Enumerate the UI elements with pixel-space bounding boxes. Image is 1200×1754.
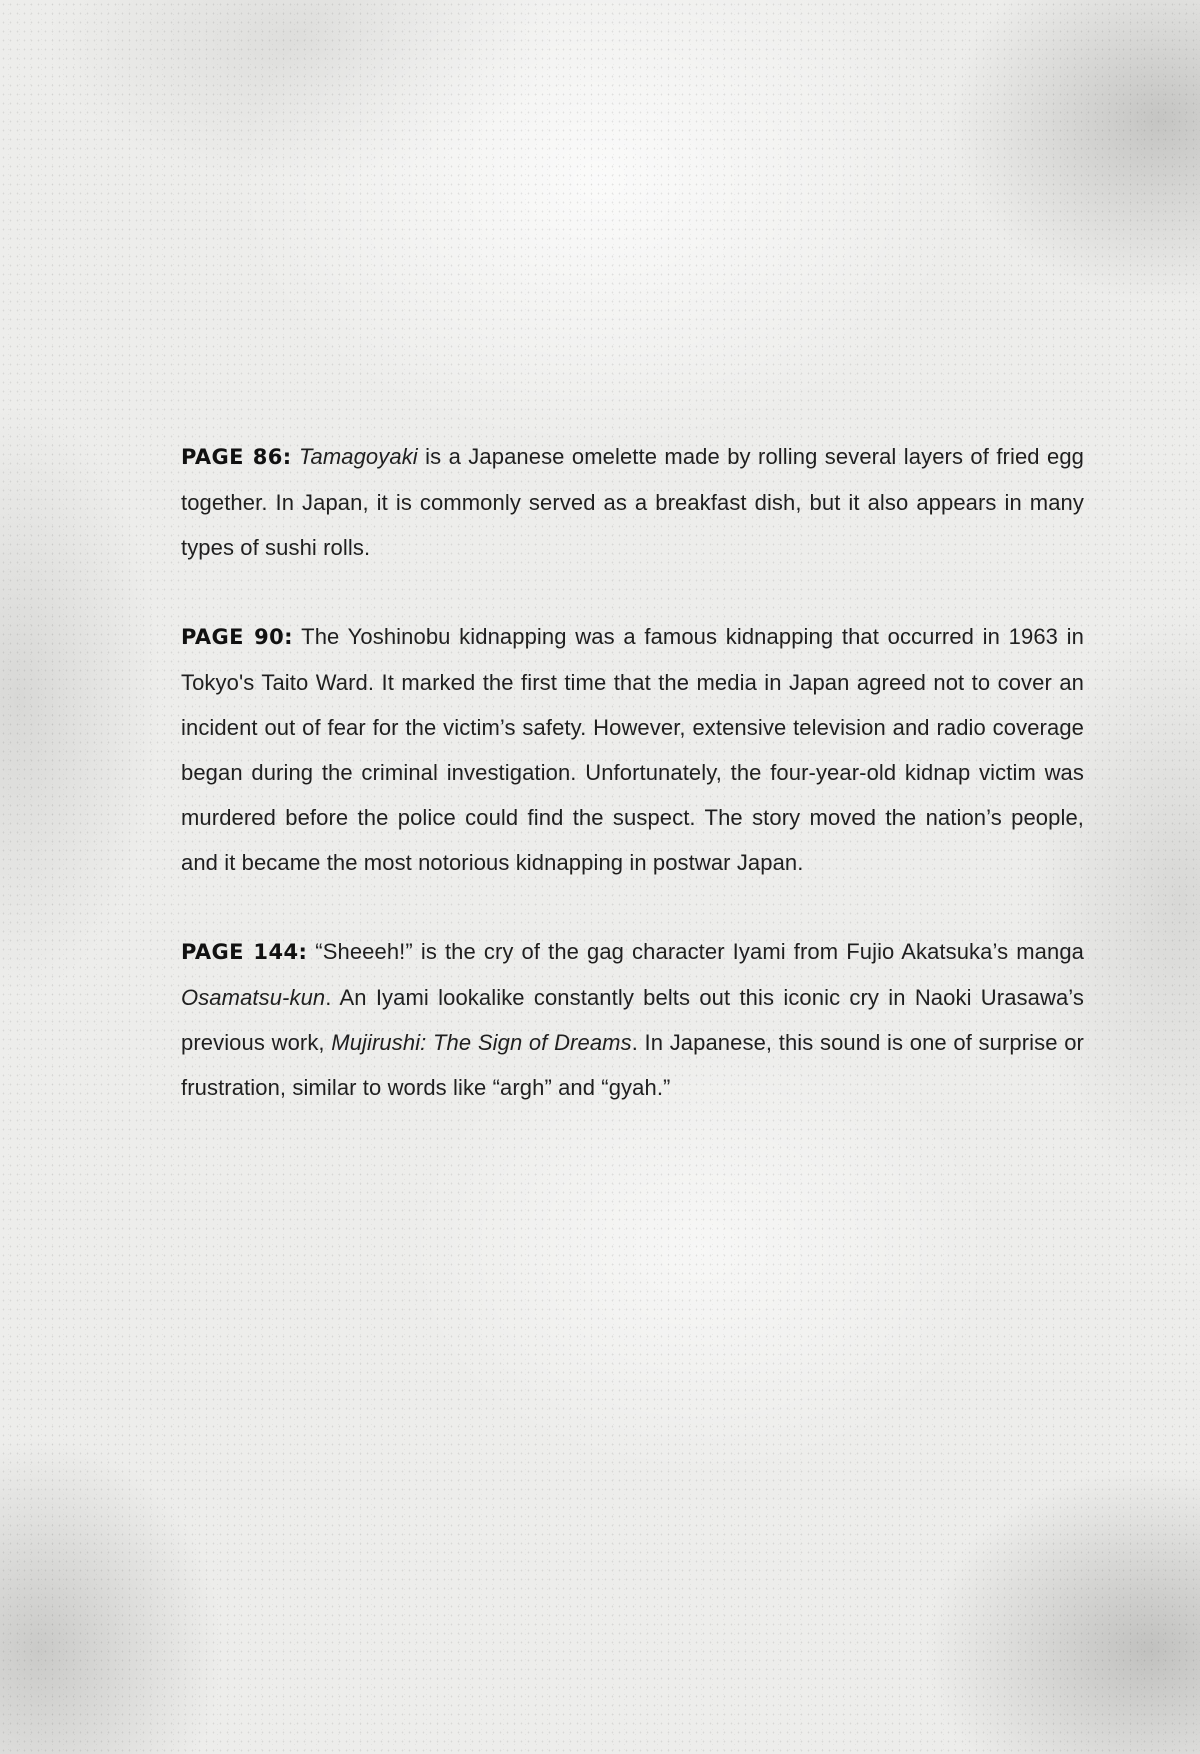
note-text: . In Japanese, this sound is one of surprise or frustration, similar to words like “argh” and “gyah.”: [181, 1030, 1084, 1100]
note-text: “Sheeeh!” is the cry of the gag character Iyami from Fujio Akatsuka’s manga: [315, 939, 1084, 964]
note-page-label: PAGE 86:: [181, 445, 292, 469]
note-italic-title: Mujirushi: The Sign of Dreams: [331, 1030, 632, 1055]
note-page-144: [181, 929, 1084, 1110]
note-text: is a Japanese omelette made by rolling several layers of fried egg together. In Japan, it is commonly served as a breakfast dish, but it also appears in many types of sushi rolls.: [181, 444, 1084, 560]
note-page-label: PAGE 144:: [181, 940, 308, 964]
note-text: The Yoshinobu kidnapping was a famous kidnapping that occurred in 1963 in Tokyo's Taito Ward. It marked the first time that the media in Japan agreed not to cover an incident out of fear for the victim’s safety. However, extensive television and radio coverage began during the criminal investigation. Unfortunately, the four-year-old kidnap victim was murdered before the police could find the suspect. The story moved the nation’s people, and it became the most notorious kidnapping in postwar Japan.: [181, 624, 1084, 875]
note-page-86: [181, 434, 1084, 570]
note-italic-term: Tamagoyaki: [298, 444, 418, 469]
translation-notes: [181, 434, 1084, 1154]
note-text: . An Iyami lookalike constantly belts out this iconic cry in Naoki Urasawa’s previous work,: [181, 985, 1084, 1055]
note-page-90: [181, 614, 1084, 885]
note-italic-title: Osamatsu-kun: [181, 985, 326, 1010]
note-page-label: PAGE 90:: [181, 625, 293, 649]
